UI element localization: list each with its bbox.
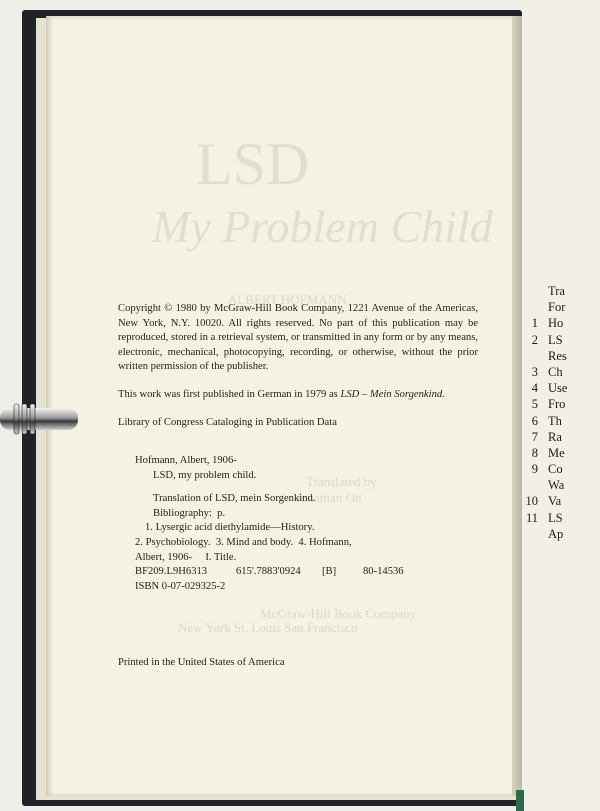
bookmark-ribbon <box>516 790 524 811</box>
toc-row <box>522 333 600 349</box>
toc-entry: LS <box>548 332 563 347</box>
bleed-through-author: ALBERT HOFMANN <box>228 292 347 307</box>
bleed-through-subtitle: My Problem Child <box>152 201 493 252</box>
toc-number: 10 <box>525 494 538 509</box>
toc-entry: Ho <box>548 316 564 331</box>
toc-row <box>522 365 600 381</box>
toc-row <box>522 430 600 446</box>
cip-author-title: Albert, 1906- I. Title. <box>135 551 237 563</box>
toc-number: 3 <box>531 364 538 379</box>
cip-classification-row <box>135 565 475 580</box>
cip-lccn: 80-14536 <box>363 566 404 578</box>
toc-number: 1 <box>531 316 538 331</box>
toc-entry: Me <box>548 445 565 460</box>
table-of-contents <box>522 284 600 543</box>
toc-entry: LS <box>548 510 563 525</box>
toc-entry: Wa <box>548 478 565 493</box>
toc-entry: Va <box>548 494 562 509</box>
cip-block <box>135 454 475 594</box>
toc-row <box>522 462 600 478</box>
toc-number: 5 <box>531 397 538 412</box>
toc-row <box>522 316 600 332</box>
toc-number: 9 <box>531 462 538 477</box>
cip-translation: Translation of LSD, mein Sorgenkind. <box>153 493 316 505</box>
toc-entry: Ra <box>548 429 562 444</box>
bleed-through-translator-line: Translated by <box>306 474 377 489</box>
toc-row <box>522 397 600 413</box>
toc-entry: Ap <box>548 526 564 541</box>
cip-title: LSD, my problem child. <box>153 469 257 481</box>
toc-row <box>522 494 600 510</box>
right-page <box>522 0 600 811</box>
toc-row <box>522 527 600 543</box>
toc-entry: Co <box>548 462 563 477</box>
cip-code: [B] <box>322 566 337 578</box>
bleed-through-translator: Jonathan Ott <box>296 490 363 505</box>
original-title: LSD – Mein Sorgenkind. <box>340 389 445 400</box>
cip-subject-1: 1. Lysergic acid diethylamide—History. <box>145 522 315 534</box>
toc-row <box>522 478 600 494</box>
cip-author: Hofmann, Albert, 1906- <box>135 455 237 466</box>
toc-entry: Use <box>548 381 568 396</box>
toc-number: 11 <box>525 510 538 525</box>
toc-entry: Res <box>548 348 567 363</box>
toc-number: 2 <box>531 332 538 347</box>
toc-row <box>522 414 600 430</box>
cip-dewey: 615'.7883'0924 <box>236 566 301 578</box>
cip-call-number: BF209.L9H6313 <box>135 566 208 578</box>
toc-entry: Tra <box>548 284 565 298</box>
cip-bibliography: Bibliography: p. <box>153 507 226 519</box>
toc-number: 7 <box>531 429 538 444</box>
printed-in: Printed in the United States of America <box>118 657 285 668</box>
bleed-through-title: LSD <box>196 131 310 197</box>
toc-row <box>522 446 600 462</box>
hinge-clip-icon <box>0 398 80 440</box>
first-published-line <box>118 388 478 403</box>
toc-row <box>522 511 600 527</box>
bleed-through-cities: New York St. Louis San Francisco <box>178 620 358 635</box>
toc-entry: Fro <box>548 397 566 412</box>
toc-entry: Ch <box>548 364 563 379</box>
library-heading: Library of Congress Cataloging in Publication Data <box>118 417 337 428</box>
toc-row <box>522 349 600 365</box>
toc-entry: For <box>548 300 566 315</box>
copyright-notice: Copyright © 1980 by McGraw-Hill Book Company, 1221 Avenue of the Americas, New York, N.Y. 10020. All rights reserved. No part of this publication may be reproduced, stored in a retrieval system, or transmitted in any form or by any means, electronic, mechanical, photocopying, recording, or otherwise, without the prior written permission of the publisher. <box>118 303 478 373</box>
bleed-through-publisher: McGraw-Hill Book Company <box>260 606 416 621</box>
first-published-prefix: This work was first published in German in 1979 as <box>118 389 341 400</box>
toc-number: 6 <box>531 413 538 428</box>
toc-number: 4 <box>531 381 538 396</box>
toc-row <box>522 300 600 316</box>
cip-isbn: ISBN 0-07-029325-2 <box>135 580 226 592</box>
toc-row <box>522 284 600 300</box>
cip-subjects: 2. Psychobiology. 3. Mind and body. 4. Hofmann, <box>135 536 352 548</box>
toc-entry: Th <box>548 413 562 428</box>
toc-number: 8 <box>531 445 538 460</box>
book-gutter <box>512 16 522 796</box>
toc-row <box>522 381 600 397</box>
